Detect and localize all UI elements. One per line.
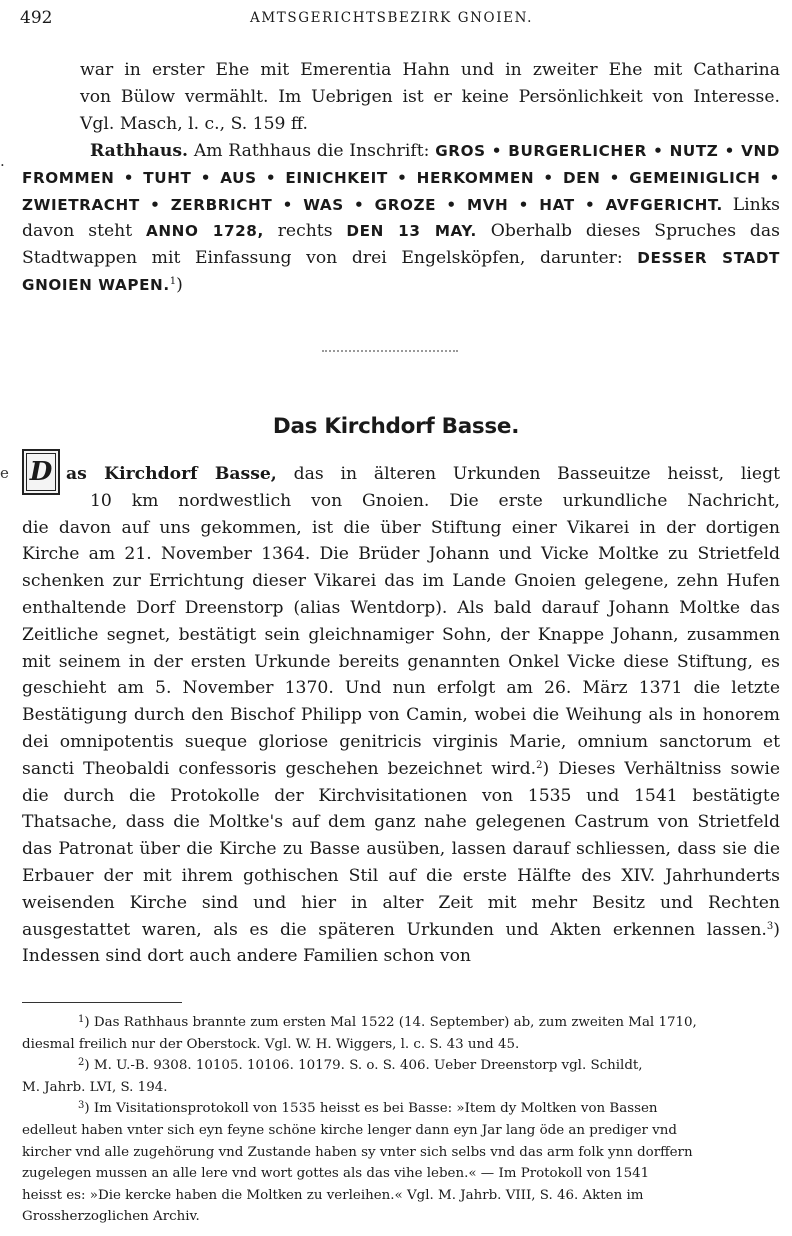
rathhaus-text: rechts bbox=[263, 221, 347, 242]
wapen-inscription: DESSER STADT GNOIEN WAPEN. bbox=[22, 249, 780, 294]
footnotes bbox=[22, 1012, 780, 1228]
footnote-line: heisst es: »Die kercke haben die Moltken zu verleihen.« Vgl. M. Jahrb. VIII, S. 46. Akten im bbox=[22, 1187, 644, 1203]
footnote bbox=[22, 1055, 780, 1098]
footnote bbox=[22, 1012, 780, 1055]
page-header bbox=[20, 8, 780, 32]
footnote-line: ) Im Visitationsprotokoll von 1535 heisst es bei Basse: »Item dy Moltken von Bassen bbox=[84, 1101, 658, 1117]
anno-inscription: ANNO 1728, bbox=[146, 222, 264, 241]
rathhaus-text: Oberhalb dieses Spruches das Stadtwappen mit Einfassung von drei Engelsköpfen, darunter: bbox=[22, 221, 780, 269]
kirchdorf-text: ) Dieses Verhältniss sowie die durch die Protokolle der Kirchvisitationen von 1535 und 1541 bestätigte Thatsache, dass die Moltke's auf dem ganz nahe gelegenen Castrum von Strietfeld das Patronat über die Kirche zu Basse ausüben, lassen darauf schliessen, dass sie die Erbauer der mit ihrem gothischen Stil auf die erste Hälfte des XIV. Jahrhunderts weisenden Kirche sind und hier in alter Zeit mit mehr Besitz und Rechten ausgestattet waren, als es die späteren Urkunden und Akten erkennen lassen. bbox=[22, 758, 780, 940]
footnote-line: kircher vnd alle zugehörung vnd Zustande haben sy vnter sich selbs vnd das arm folk ynn dorffern bbox=[22, 1144, 693, 1160]
running-head: AMTSGERICHTSBEZIRK GNOIEN. bbox=[250, 10, 534, 26]
rathhaus-heading: Rathhaus. bbox=[90, 141, 189, 161]
footnote-ref: 1 bbox=[169, 275, 177, 287]
intro-paragraph bbox=[22, 57, 780, 137]
footnote-ref: 3 bbox=[766, 920, 774, 932]
margin-mark: . bbox=[0, 152, 5, 170]
footnote-rule bbox=[22, 1002, 182, 1003]
rathhaus-inscription: GROS • BURGERLICHER • NUTZ • VND FROMMEN • TUHT • AUS • EINICHKEIT • HERKOMMEN • DEN • GEMEINIGLICH • ZWIETRACHT • ZERBRICHT • WAS • GROZE • MVH • HAT • AVFGERICHT. bbox=[22, 142, 780, 214]
rathhaus-text: ) bbox=[176, 274, 183, 295]
kirchdorf-paragraph bbox=[22, 461, 780, 970]
kirchdorf-text: 10 km nordwestlich von Gnoien. Die erste urkundliche Nachricht, bbox=[90, 490, 780, 511]
rathhaus-text: Am Rathhaus die Inschrift: bbox=[188, 141, 436, 161]
footnote-line: diesmal freilich nur der Oberstock. Vgl. W. H. Wiggers, l. c. S. 43 und 45. bbox=[22, 1036, 520, 1052]
footnote bbox=[22, 1098, 780, 1228]
footnote-line: M. Jahrb. LVI, S. 194. bbox=[22, 1079, 168, 1095]
footnote-line: zugelegen mussen an alle lere vnd wort gottes als das vihe leben.« — Im Protokoll von 1541 bbox=[22, 1166, 650, 1182]
rathhaus-paragraph bbox=[22, 138, 780, 299]
footnote-line: ) Das Rathhaus brannte zum ersten Mal 1522 (14. September) ab, zum zweiten Mal 1710, bbox=[84, 1015, 697, 1030]
footnote-line: edelleut haben vnter sich eyn feyne schöne kirche lenger dann eyn Jar lang öde an prediger vnd bbox=[22, 1122, 677, 1138]
initial-letter: D bbox=[26, 453, 56, 491]
intro-line: Vgl. Masch, l. c., S. 159 ff. bbox=[80, 113, 308, 134]
ornamental-divider bbox=[322, 350, 458, 355]
footnote-number: 1 bbox=[78, 1014, 85, 1025]
section-title: Das Kirchdorf Basse. bbox=[272, 414, 520, 439]
footnote-ref: 2 bbox=[536, 759, 543, 771]
kirchdorf-text: die davon auf uns gekommen, ist die über Stiftung einer Vikarei in der dortigen Kirche am 21. November 1364. Die Brüder Johann und Vicke Moltke zu Strietfeld schenken zur Errichtung dieser Vikarei das im Lande Gnoien gelegene, zehn Hufen enthaltende Dorf Dreenstorp (alias Wentdorp). Als bald darauf Johann Moltke das Zeitliche segnet, bestätigt sein gleichnamiger Sohn, der Knappe Johann, zusammen mit seinem in der ersten Urkunde bereits genannten Onkel Vicke diese Stiftung, es geschieht am 5. November 1370. Und nun erfolgt am 26. März 1371 die letzte Bestätigung durch den Bischof Philipp von Camin, wobei die Weihung als in honorem dei omnipotentis sueque gloriose genitricis virginis Marie, omnium sanctorum et sancti Theobaldi confessoris geschehen bezeichnet wird. bbox=[22, 517, 780, 779]
kirchdorf-text: ) Indessen sind dort auch andere Familien schon von bbox=[22, 919, 780, 967]
footnote-line: ) M. U.-B. 9308. 10105. 10106. 10179. S. o. S. 406. Ueber Dreenstorp vgl. Schildt, bbox=[84, 1058, 643, 1074]
margin-mark: e bbox=[0, 464, 9, 482]
date-inscription: DEN 13 MAY. bbox=[346, 222, 477, 241]
footnote-line: Grossherzoglichen Archiv. bbox=[22, 1209, 200, 1225]
footnote-number: 3 bbox=[78, 1100, 85, 1112]
kirchdorf-lead: as Kirchdorf Basse, bbox=[66, 464, 277, 484]
kirchdorf-text: das in älteren Urkunden Basseuitze heisst, liegt bbox=[276, 464, 780, 484]
page-number: 492 bbox=[20, 8, 53, 28]
footnote-number: 2 bbox=[78, 1057, 85, 1069]
intro-line: von Bülow vermählt. Im Uebrigen ist er keine Persönlichkeit von Interesse. bbox=[80, 86, 780, 107]
rathhaus-text: Links davon steht bbox=[22, 194, 780, 242]
intro-line: war in erster Ehe mit Emerentia Hahn und in zweiter Ehe mit Catharina bbox=[80, 60, 780, 80]
